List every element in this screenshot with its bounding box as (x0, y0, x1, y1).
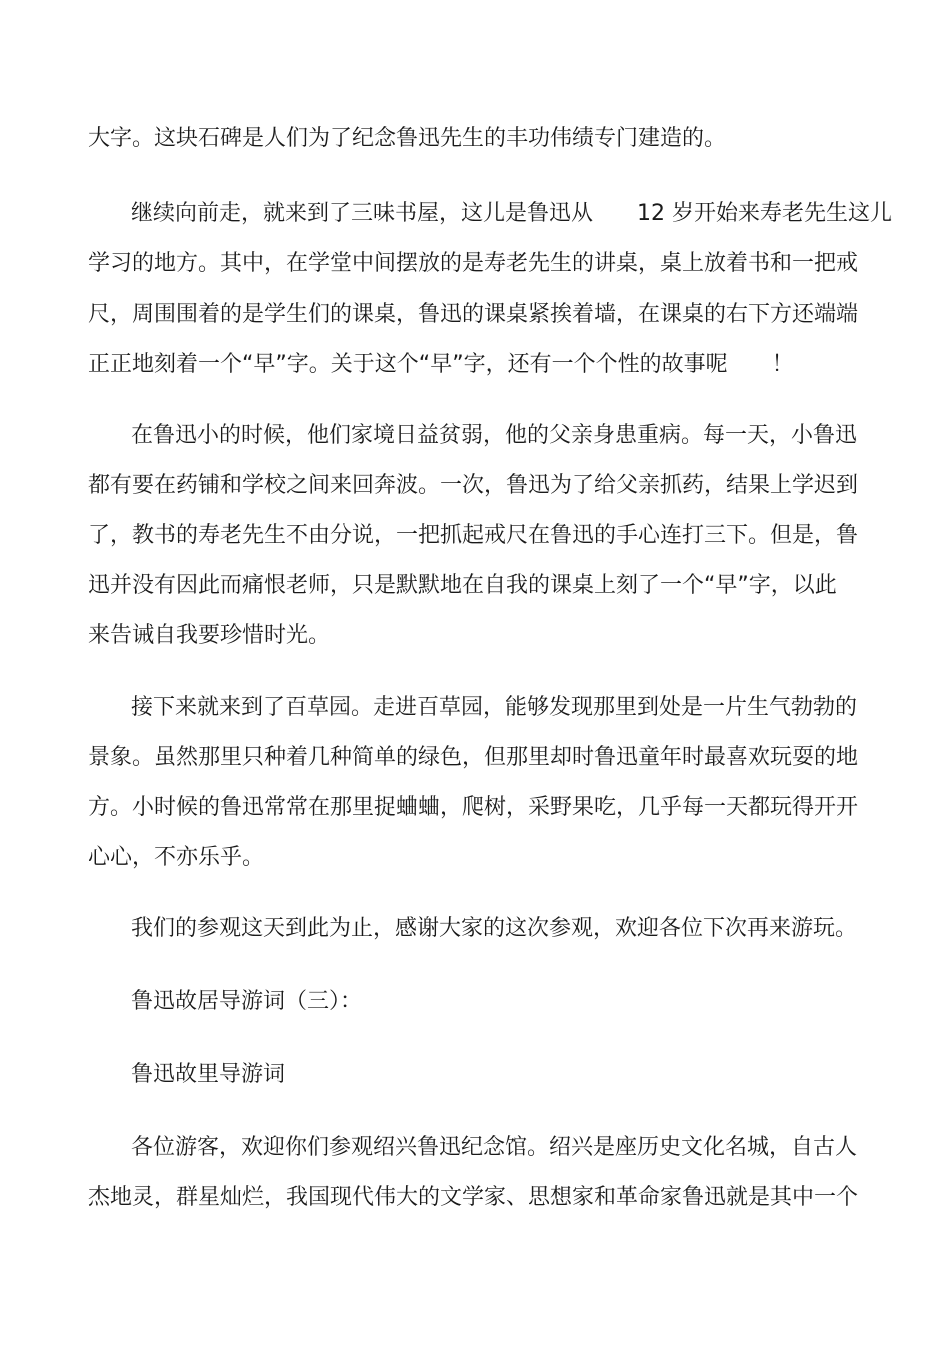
text-line-18: 各位游客，欢迎你们参观绍兴鲁迅纪念馆。绍兴是座历史文化名城，自古人 (131, 1135, 858, 1160)
text-line-4: 尺，周围围着的是学生们的课桌，鲁迅的课桌紧挨着墙，在课桌的右下方还端端 (88, 302, 859, 327)
text-line-5: 正正地刻着一个“早”字。关于这个“早”字，还有一个个性的故事呢 ！ (88, 352, 794, 377)
text-line-14: 心心，不亦乐乎。 (88, 845, 265, 870)
text-line-1: 大字。这块石碑是人们为了纪念鲁迅先生的丰功伟绩专门建造的。 (88, 126, 727, 151)
text-line-19: 杰地灵，群星灿烂，我国现代伟大的文学家、思想家和革命家鲁迅就是其中一个 (88, 1185, 859, 1210)
text-line-2: 继续向前走，就来到了三味书屋，这儿是鲁迅从 12 岁开始来寿老先生这儿 (131, 201, 892, 226)
text-line-12: 景象。虽然那里只种着几种简单的绿色，但那里却时鲁迅童年时最喜欢玩耍的地 (88, 745, 859, 770)
section-heading: 鲁迅故居导游词（三）： (131, 989, 363, 1014)
text-line-8: 了，教书的寿老先生不由分说，一把抓起戒尺在鲁迅的手心连打三下。但是，鲁 (88, 523, 859, 548)
text-line-10: 来告诫自我要珍惜时光。 (88, 623, 331, 648)
text-line-15: 我们的参观这天到此为止，感谢大家的这次参观，欢迎各位下次再来游玩。 (131, 916, 858, 941)
text-line-9: 迅并没有因此而痛恨老师，只是默默地在自我的课桌上刻了一个“早”字，以此 (88, 573, 837, 598)
text-line-6: 在鲁迅小的时候，他们家境日益贫弱，他的父亲身患重病。每一天，小鲁迅 (131, 423, 858, 448)
text-line-7: 都有要在药铺和学校之间来回奔波。一次，鲁迅为了给父亲抓药，结果上学迟到 (88, 473, 859, 498)
text-line-3: 学习的地方。其中，在学堂中间摆放的是寿老先生的讲桌，桌上放着书和一把戒 (88, 251, 859, 276)
subheading: 鲁迅故里导游词 (131, 1062, 286, 1087)
text-line-11: 接下来就来到了百草园。走进百草园，能够发现那里到处是一片生气勃勃的 (131, 695, 858, 720)
text-line-13: 方。小时候的鲁迅常常在那里捉蛐蛐，爬树，采野果吃，几乎每一天都玩得开开 (88, 795, 859, 820)
